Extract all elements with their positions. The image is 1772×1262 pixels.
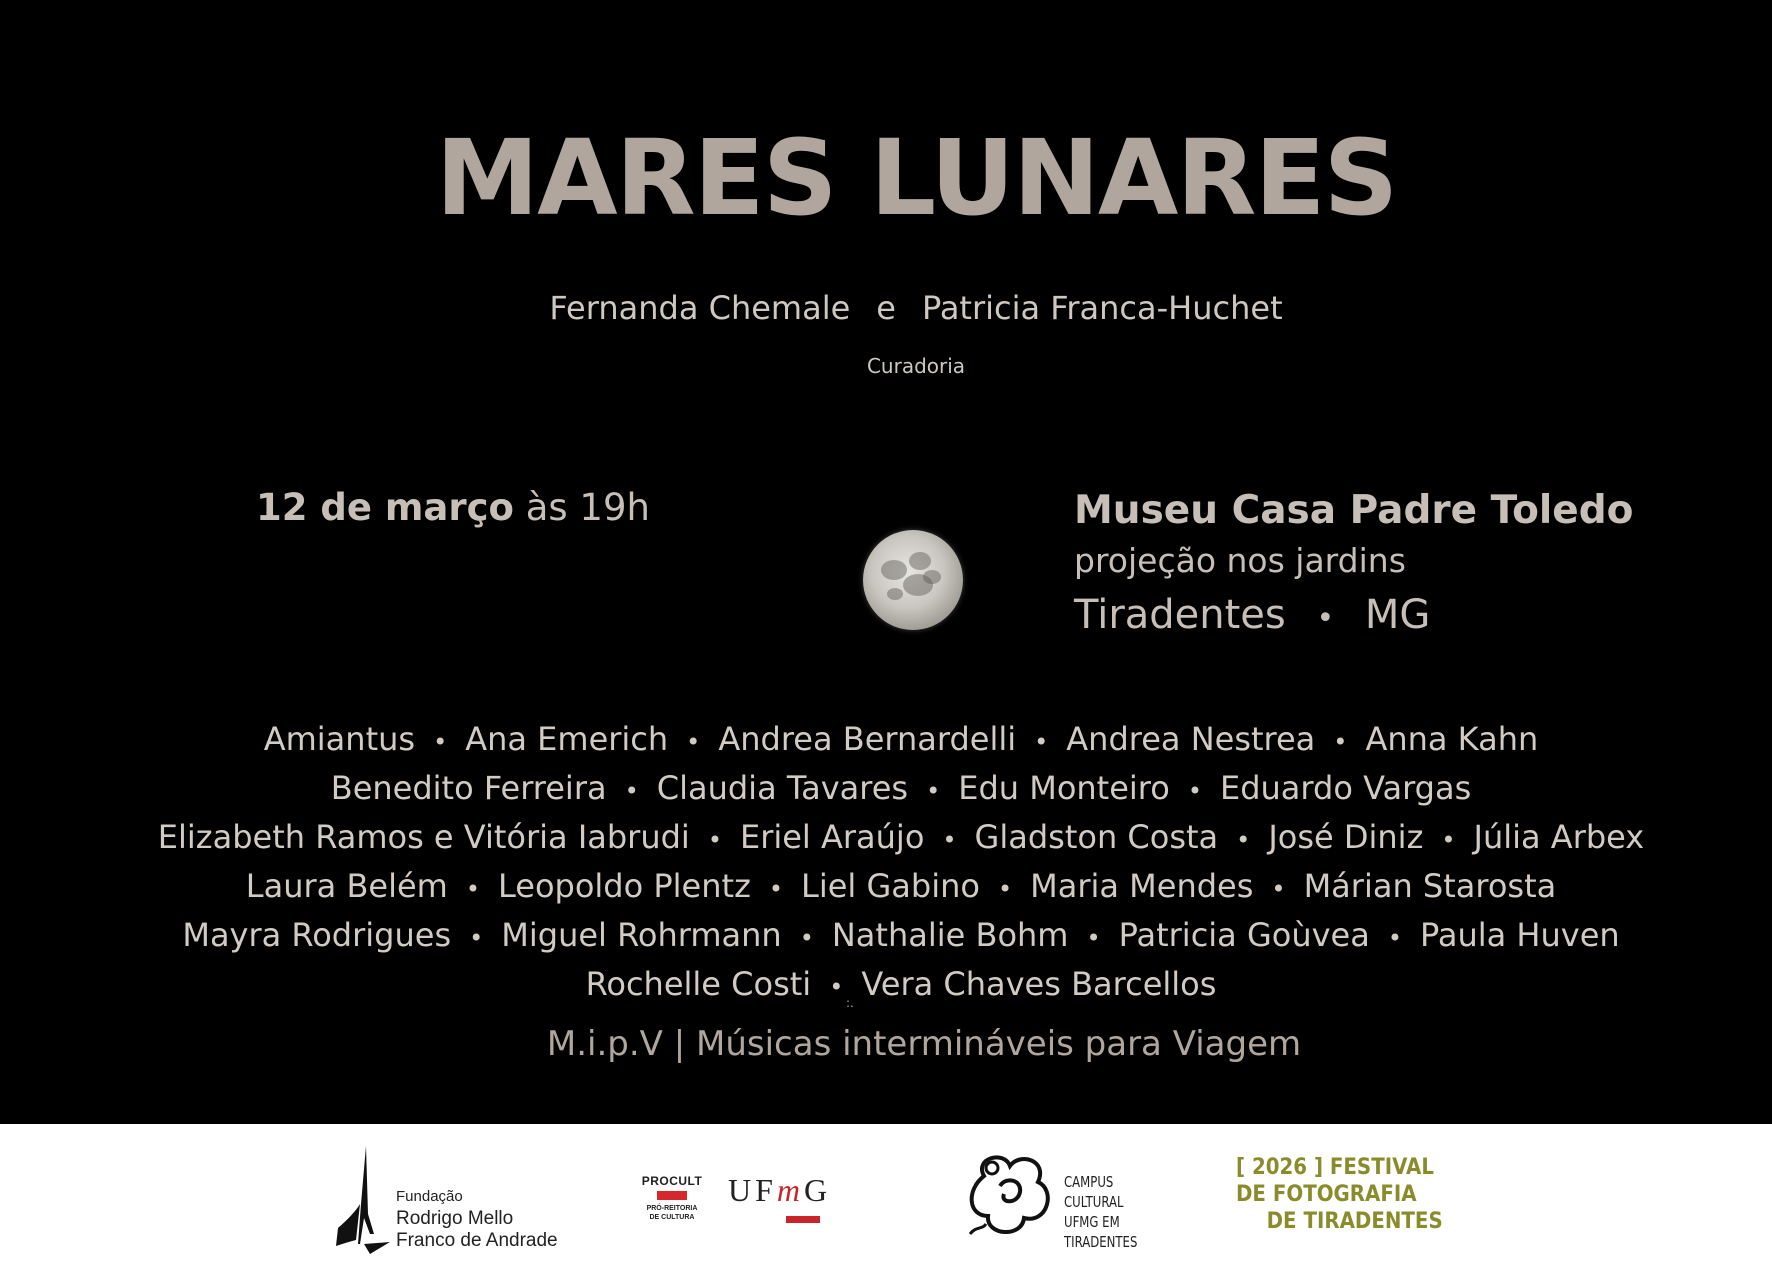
artist-name: Amiantus	[263, 720, 416, 758]
artist-separator: •	[1086, 924, 1101, 952]
artist-name: Gladston Costa	[974, 818, 1219, 856]
fundacao-line2: Rodrigo Mello	[396, 1208, 514, 1229]
fundacao-line1: Fundação	[396, 1188, 463, 1205]
procult-logo	[640, 1174, 704, 1222]
artist-name: Ana Emerich	[465, 720, 669, 758]
procult-line1: PRÓ-REITORIA	[646, 1205, 698, 1212]
music-credit: M.i.p.V | Músicas intermináveis para Viagem	[546, 1024, 1302, 1064]
procult-line2: DE CULTURA	[649, 1214, 695, 1221]
artist-name: Márian Starosta	[1303, 867, 1557, 905]
artist-separator: •	[768, 875, 784, 903]
ufmg-letter: G	[804, 1172, 832, 1208]
curator-conjunction: e	[876, 289, 896, 327]
campus-line3: UFMG EM	[1064, 1213, 1120, 1231]
campus-line2: CULTURAL	[1064, 1193, 1124, 1211]
ufmg-underline	[786, 1216, 820, 1223]
artist-name: Benedito Ferreira	[330, 769, 607, 807]
artist-separator: •	[1236, 826, 1251, 854]
artist-separator: •	[1271, 875, 1286, 903]
campus-line1: CAMPUS	[1064, 1173, 1114, 1191]
moon-image	[863, 530, 963, 630]
artist-separator: •	[926, 777, 941, 805]
festival-line1: [ 2026 ] FESTIVAL	[1236, 1155, 1434, 1180]
venue-name: Museu Casa Padre Toledo	[1074, 488, 1634, 533]
artist-name: Andrea Nestrea	[1066, 720, 1316, 758]
sponsors-footer	[0, 1124, 1772, 1262]
artists-row	[30, 863, 1772, 912]
artist-name: Edu Monteiro	[958, 769, 1170, 807]
artist-name: Vera Chaves Barcellos	[861, 965, 1217, 1003]
venue-state: MG	[1364, 592, 1431, 638]
artist-name: Leopoldo Plentz	[497, 867, 751, 905]
artists-list	[0, 716, 1772, 1010]
artist-separator: •	[465, 875, 480, 903]
event-date	[256, 486, 650, 529]
procult-bar	[657, 1191, 687, 1200]
artist-name: Laura Belém	[245, 867, 448, 905]
curators-line	[0, 286, 1772, 330]
fundacao-line3: Franco de Andrade	[396, 1230, 558, 1251]
procult-name: PROCULT	[641, 1174, 703, 1188]
artist-separator: •	[997, 875, 1013, 903]
artist-separator: •	[1187, 777, 1202, 805]
artist-separator: •	[829, 973, 844, 1001]
ufmg-letter: m	[776, 1172, 805, 1208]
artist-separator: •	[624, 777, 639, 805]
artist-name: Júlia Arbex	[1473, 818, 1645, 856]
venue-block	[1074, 486, 1633, 648]
artist-name: Andrea Bernardelli	[718, 720, 1017, 758]
festival-logo	[1236, 1154, 1443, 1235]
event-time: às 19h	[525, 486, 650, 529]
artist-name: Patricia Goùvea	[1118, 916, 1370, 954]
small-dots: :.	[846, 996, 854, 1010]
artist-name: Maria Mendes	[1030, 867, 1254, 905]
artist-separator: •	[1034, 728, 1049, 756]
artist-name: Miguel Rohrmann	[501, 916, 782, 954]
poster-title: MARES LUNARES	[435, 117, 1397, 239]
artist-separator: •	[433, 728, 448, 756]
venue-city: Tiradentes	[1074, 592, 1286, 638]
artist-separator: •	[707, 826, 722, 854]
artist-separator: •	[1441, 826, 1456, 854]
artist-name: Elizabeth Ramos e Vitória Iabrudi	[157, 818, 690, 856]
artist-separator: •	[799, 924, 814, 952]
campus-line4: TIRADENTES	[1064, 1233, 1138, 1251]
artist-name: Rochelle Costi	[585, 965, 812, 1003]
artist-name: Nathalie Bohm	[831, 916, 1069, 954]
campus-mark-icon	[964, 1146, 1060, 1242]
fundacao-logo	[334, 1144, 564, 1256]
venue-detail: projeção nos jardins	[1074, 541, 1406, 580]
artists-row	[30, 716, 1772, 765]
ufmg-letter: U	[728, 1172, 756, 1208]
artist-separator: •	[469, 924, 484, 952]
artist-name: José Diniz	[1268, 818, 1424, 856]
curator-name: Patricia Franca-Huchet	[921, 289, 1283, 327]
ufmg-logo	[728, 1172, 831, 1209]
artist-separator: •	[1333, 728, 1348, 756]
artist-name: Mayra Rodrigues	[182, 916, 452, 954]
artist-name: Eduardo Vargas	[1219, 769, 1472, 807]
curator-name: Fernanda Chemale	[549, 289, 851, 327]
festival-line3: DE TIRADENTES	[1266, 1209, 1443, 1234]
artist-name: Claudia Tavares	[656, 769, 909, 807]
ufmg-letter: F	[755, 1172, 777, 1208]
curadoria-label: Curadoria	[866, 354, 966, 378]
artists-row	[30, 912, 1772, 961]
artists-row	[30, 961, 1772, 1010]
fundacao-mark-icon	[334, 1144, 394, 1256]
artist-separator: •	[1387, 924, 1402, 952]
festival-line2: DE FOTOGRAFIA	[1236, 1182, 1417, 1207]
venue-location	[1074, 586, 1633, 648]
artist-separator: •	[942, 826, 957, 854]
venue-separator: •	[1316, 601, 1335, 636]
artist-name: Anna Kahn	[1365, 720, 1539, 758]
artist-name: Paula Huven	[1420, 916, 1620, 954]
artists-row	[30, 765, 1772, 814]
artists-row	[30, 814, 1772, 863]
artist-separator: •	[686, 728, 701, 756]
artist-name: Liel Gabino	[801, 867, 980, 905]
artist-name: Eriel Araújo	[739, 818, 925, 856]
event-day: 12 de março	[256, 486, 514, 529]
campus-logo	[964, 1146, 1154, 1256]
